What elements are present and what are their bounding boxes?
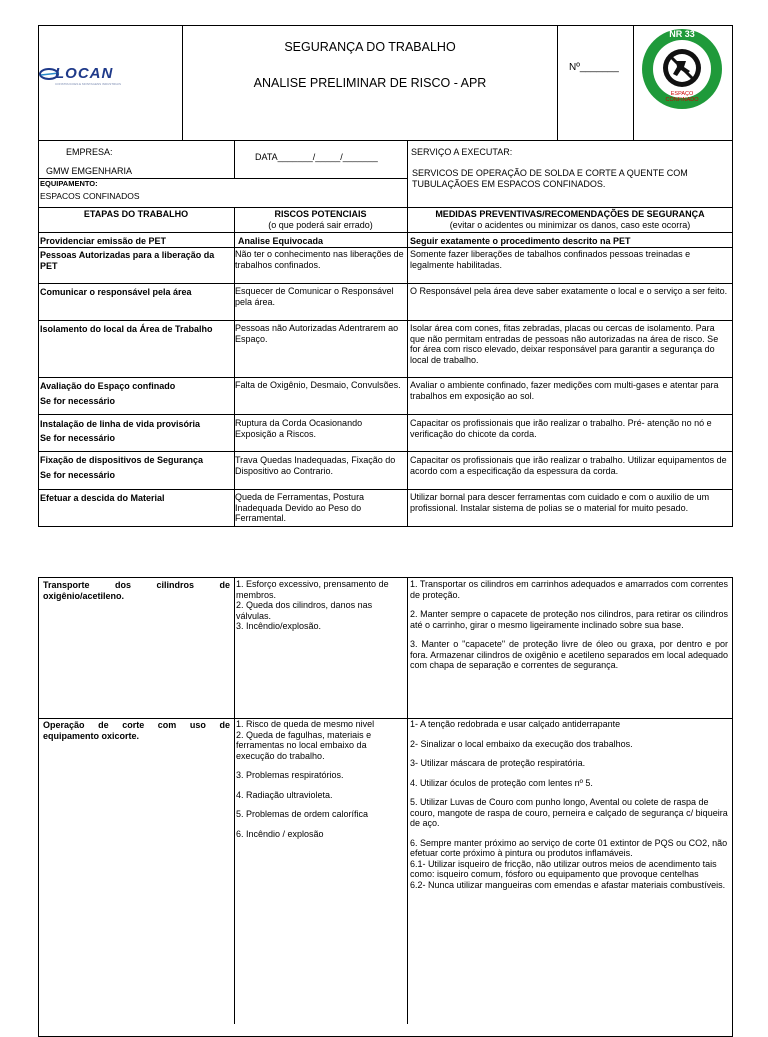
list-item: 5. Problemas de ordem calorífica <box>236 809 369 819</box>
list-item: 2. Queda dos cilindros, danos nas válvulas. <box>236 600 373 621</box>
table-row-risco: Esquecer de Comunicar o Responsável pela área. <box>235 286 394 307</box>
document-title: SEGURANÇA DO TRABALHO <box>284 40 456 54</box>
equipamento-label: EQUIPAMENTO: <box>40 179 98 188</box>
list-item: 3. Incêndio/explosão. <box>236 621 322 631</box>
badge-label-2: CONFINADO <box>665 97 699 103</box>
servico-label: SERVIÇO A EXECUTAR: <box>411 147 513 157</box>
table-row-risco: Não ter o conhecimento nas liberações de trabalhos confinados. <box>235 249 404 270</box>
divider <box>38 320 733 321</box>
risk-list <box>236 719 405 848</box>
table-row-medida: Isolar área com cones, fitas zebradas, placas ou cercas de isolamento. Para que não permitam entradas de pessoas não autorizadas na área de risco. Se for área com risco elevado, deixar responsável para garantir a segurança do local de trabalho. <box>410 323 719 365</box>
table-row-etapa: Providenciar emissão de PET <box>40 236 167 246</box>
divider <box>38 489 733 490</box>
company-logo <box>39 60 181 90</box>
date-field: DATA_______/_____/_______ <box>255 152 378 162</box>
table-row-medida: Utilizar bornal para descer ferramentas com cuidado e com o auxilio de um profissional. Instalar sistema de polias se o material for muito pesado. <box>410 492 710 513</box>
list-item: 6.1- Utilizar isqueiro de fricção, não utilizar outros meios de acendimento tais como: isqueiro comum, fósforo ou equipamento que provoque centelhas <box>410 858 717 879</box>
table-row-risco: Pessoas não Autorizadas Adentrarem ao Espaço. <box>235 323 399 344</box>
list-item: 2. Manter sempre o capacete de proteção nos cilindros, para retirar os cilindros até o carrinho, girar o mesmo ligeiramente inclinado sobre sua base. <box>410 609 728 630</box>
list-item: 5. Utilizar Luvas de Couro com punho longo, Avental ou colete de raspa de couro, mangote de raspa de couro, perneira e calçado de segurança c/ biqueira de aço. <box>410 797 728 828</box>
table-row-etapa: Avaliação do Espaço confinado <box>40 381 176 391</box>
badge-label-1: ESPAÇO <box>670 91 694 97</box>
table-row-risco: Analise Equivocada <box>238 236 324 246</box>
table-row-etapa: Transporte dos cilindros de oxigênio/acetileno. <box>43 580 230 601</box>
table-row-etapa: Isolamento do local da Área de Trabalho <box>40 324 213 334</box>
list-item: 1. Esforço excessivo, prensamento de membros. <box>236 579 389 600</box>
column-header-riscos: RISCOS POTENCIAIS <box>274 209 367 219</box>
empresa-label: EMPRESA: <box>66 147 113 157</box>
table-row-medida: Avaliar o ambiente confinado, fazer medições com multi-gases e atentar para trabalhos em exposição ao sol. <box>410 380 719 401</box>
table-row-etapa: Operação de corte com uso de equipamento oxicorte. <box>43 720 230 741</box>
divider <box>407 577 408 1024</box>
divider <box>38 414 733 415</box>
table-row-etapa: Efetuar a descida do Material <box>40 493 165 503</box>
table-row-risco: Falta de Oxigênio, Desmaio, Convulsões. <box>235 380 401 390</box>
list-item: 4. Utilizar óculos de proteção com lentes nº 5. <box>410 777 593 788</box>
column-header-etapas: ETAPAS DO TRABALHO <box>83 209 189 219</box>
measure-list <box>410 719 728 890</box>
table-row-etapa: Fixação de dispositivos de Segurança <box>40 455 204 465</box>
table-row-etapa-note: Se for necessário <box>40 396 116 406</box>
divider <box>234 140 235 178</box>
table-row-medida: Seguir exatamente o procedimento descrito na PET <box>410 236 631 246</box>
divider <box>38 377 733 378</box>
list-item: 3- Utilizar máscara de proteção respiratória. <box>410 758 586 768</box>
divider <box>407 140 408 527</box>
table-row-etapa: Comunicar o responsável pela área <box>40 287 192 297</box>
risk-list <box>236 579 405 632</box>
list-item: 3. Problemas respiratórios. <box>236 770 344 780</box>
column-subheader-riscos: (o que poderá sair errado) <box>268 220 373 230</box>
divider <box>38 451 733 452</box>
table-row-etapa-note: Se for necessário <box>40 470 116 480</box>
table-row-medida: Somente fazer liberações de tabalhos confinados pessoas treinadas e legalmente habilitadas. <box>410 249 691 270</box>
table-row-medida: Capacitar os profissionais que irão realizar o trabalho. Pré- atenção no nó e verificação do chicote da corda. <box>410 418 712 439</box>
list-item: 6. Incêndio / explosão <box>236 828 324 839</box>
divider <box>38 232 733 233</box>
divider <box>633 25 634 140</box>
servico-value: SERVICOS DE OPERAÇÃO DE SOLDA E CORTE A QUENTE COM TUBULAÇÃOES EM ESPACOS CONFINADOS. <box>412 168 688 189</box>
badge-title: NR 33 <box>669 29 695 39</box>
list-item: 4. Radiação ultravioleta. <box>236 789 333 800</box>
table-row-medida: O Responsável pela área deve saber exatamente o local e o serviço a ser feito. <box>410 286 728 296</box>
divider <box>38 283 733 284</box>
logo-tagline: CONSTRUCOES E MONTAGENS INDUSTRIAIS <box>55 82 121 86</box>
table-row-etapa: Instalação de linha de vida provisória <box>40 419 201 429</box>
divider <box>234 577 235 1024</box>
list-item: 1. Transportar os cilindros em carrinhos adequados e amarrados com correntes de proteção. <box>410 579 728 600</box>
list-item: 2- Sinalizar o local embaixo da execução dos trabalhos. <box>410 738 633 749</box>
logo-text: LOCAN <box>55 65 114 82</box>
column-subheader-medidas: (evitar o acidentes ou minimizar os danos, caso este ocorra) <box>449 220 691 230</box>
list-item: 3. Manter o "capacete" de proteção livre de óleo ou graxa, por dentro e por fora. Armazenar cilindros de oxigênio e acetileno separados em local adequado com chapa de separação e correntes de segurança. <box>410 639 728 670</box>
divider <box>557 25 558 140</box>
document-subtitle: ANALISE PRELIMINAR DE RISCO - APR <box>253 76 487 90</box>
equipamento-value: ESPACOS CONFINADOS <box>40 191 140 201</box>
list-item: 1- A tenção redobrada e usar calçado antiderrapante <box>410 719 621 729</box>
list-item: 1. Risco de queda de mesmo nivel <box>236 719 375 729</box>
table-row-etapa-note: Se for necessário <box>40 433 116 443</box>
divider <box>38 140 733 141</box>
table-row-medida: Capacitar os profissionais que irão realizar o trabalho. Utilizar equipamentos de acordo com a especificação da espessura da corda. <box>410 455 727 476</box>
divider <box>38 207 733 208</box>
table-row-etapa: Pessoas Autorizadas para a liberação da PET <box>40 250 215 271</box>
divider <box>38 247 733 248</box>
table-row-risco: Queda de Ferramentas, Postura Inadequada Devido ao Peso do Ferramental. <box>235 492 365 523</box>
table-row-risco: Ruptura da Corda Ocasionando Exposição a Riscos. <box>235 418 363 439</box>
table-row-risco: Trava Quedas Inadequadas, Fixação do Dispositivo ao Contrario. <box>235 455 396 476</box>
list-item: 6. Sempre manter próximo ao serviço de corte 01 extintor de PQS ou CO2, não efetuar corte próximo à pintura ou produtos inflamáveis. <box>410 837 728 858</box>
measure-list <box>410 579 728 680</box>
document-number-field: Nº_______ <box>569 62 619 73</box>
empresa-value: GMW EMGENHARIA <box>46 166 133 176</box>
nr33-badge <box>636 27 728 111</box>
list-item: 2. Queda de fagulhas, materiais e ferramentas no local embaixo da execução do trabalho. <box>236 729 372 761</box>
column-header-medidas: MEDIDAS PREVENTIVAS/RECOMENDAÇÕES DE SEGURANÇA <box>435 209 705 219</box>
list-item: 6.2- Nunca utilizar mangueiras com emendas e afastar materiais combustíveis. <box>410 879 726 890</box>
